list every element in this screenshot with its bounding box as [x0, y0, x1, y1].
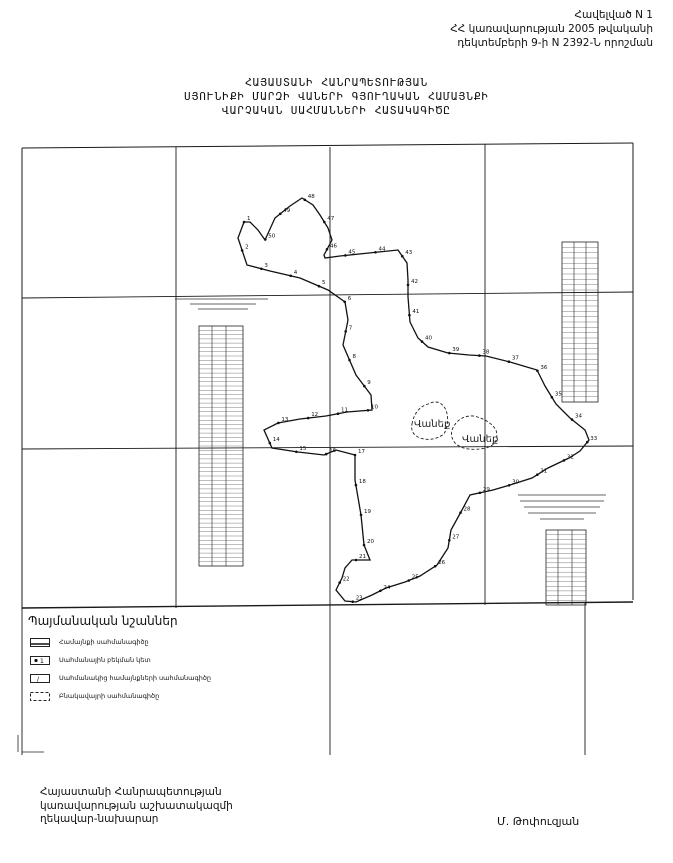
signatory-name: Մ. Թոփուզյան	[497, 815, 580, 828]
boundary-point-label: 33	[590, 436, 598, 443]
boundary-point-label: 44	[378, 246, 386, 253]
legend-symbol-settlement-boundary	[30, 692, 50, 701]
boundary-point	[401, 255, 404, 258]
boundary-point-label: 3	[264, 262, 268, 269]
boundary-point-label: 14	[272, 437, 280, 443]
annex-line-3: դեկտեմբերի 9-ի N 2392-Ն որոշման	[457, 37, 653, 49]
boundary-point-label: 1	[247, 216, 251, 222]
boundary-point-label: 23	[355, 595, 363, 602]
boundary-point-label: 45	[348, 249, 356, 256]
boundary-point-label: 35	[554, 391, 562, 398]
boundary-point	[586, 441, 589, 444]
boundary-point-label: 37	[511, 355, 519, 362]
boundary-point	[348, 359, 351, 362]
boundary-point-label: 2	[245, 244, 249, 251]
boundary-point	[367, 409, 370, 412]
legend-symbol-boundary-point	[30, 656, 50, 665]
boundary-point-label: 11	[341, 407, 348, 414]
boundary-point-label: 20	[367, 539, 374, 545]
boundary-point-label: 9	[367, 380, 371, 387]
boundary-point-label: 10	[371, 404, 378, 411]
legend-title: Պայմանական նշաններ	[28, 614, 178, 628]
boundary-point	[337, 412, 340, 415]
svg-text:1: 1	[40, 657, 44, 665]
boundary-point-label: 12	[311, 412, 319, 419]
boundary-point	[408, 314, 411, 317]
boundary-point-label: 41	[412, 309, 420, 316]
boundary-point-label: 8	[352, 354, 356, 360]
boundary-point	[374, 251, 377, 254]
boundary-point	[338, 581, 341, 584]
boundary-point-label: 7	[348, 325, 353, 332]
boundary-point-label: 17	[358, 449, 365, 455]
boundary-point-label: 50	[268, 233, 276, 240]
boundary-point-label: 18	[358, 479, 366, 486]
legend-label: Սահմանակից համայնքների սահմանագիծը	[59, 674, 212, 682]
legend-label: Սահմանային բեկման կետ	[59, 656, 151, 664]
boundary-point	[343, 301, 346, 304]
boundary-point	[379, 590, 382, 593]
boundary-point	[318, 285, 321, 288]
coordinate-table-left	[199, 326, 243, 566]
boundary-point	[279, 213, 282, 216]
boundary-point	[563, 459, 566, 462]
boundary-point-label: 6	[347, 295, 352, 302]
boundary-point-label: 24	[383, 584, 391, 591]
boundary-point-label: 31	[540, 468, 548, 475]
boundary-point	[478, 354, 481, 357]
coordinate-table-right	[562, 242, 598, 402]
legend-symbol-adjacent-boundary	[30, 674, 50, 683]
signatory-title	[40, 786, 233, 827]
boundary-point	[360, 514, 363, 517]
boundary-point-label: 40	[425, 335, 432, 342]
boundary-point-label: 36	[540, 364, 548, 371]
boundary-point-label: 19	[364, 508, 371, 515]
boundary-point	[264, 238, 267, 241]
boundary-point-label: 32	[566, 454, 574, 461]
title-line-2: ՍՅՈՒՆԻՔԻ ՄԱՐԶԻ ՎԱՆԵՐԻ ԳՅՈՒՂԱԿԱՆ ՀԱՄԱՅՆՔԻ	[184, 90, 489, 103]
annex-line-1: Հավելված N 1	[574, 9, 653, 21]
boundary-point-label: 5	[322, 280, 326, 287]
boundary-point-label: 43	[405, 250, 413, 257]
boundary-point-label: 48	[307, 193, 315, 200]
boundary-point	[277, 422, 280, 425]
signatory-line-2: կառավարության աշխատակազմի	[40, 799, 233, 812]
boundary-point	[355, 484, 358, 487]
boundary-point	[351, 600, 354, 603]
boundary-point	[408, 579, 411, 582]
boundary-point	[363, 544, 366, 547]
boundary-point	[355, 559, 358, 562]
map-frame	[22, 143, 633, 610]
boundary-point-label: 26	[438, 560, 446, 567]
boundary-point	[295, 451, 298, 454]
coordinate-table-left-title	[175, 299, 268, 309]
signatory-line-3: ղեկավար-նախարար	[40, 813, 159, 825]
boundary-point-label: 13	[281, 416, 289, 423]
boundary-point	[307, 417, 310, 420]
boundary-point-label: 27	[452, 534, 460, 541]
legend-item-boundary-point	[30, 652, 151, 668]
legend-item-community-boundary	[30, 634, 149, 650]
signatory-line-1: Հայաստանի Հանրապետության	[40, 786, 222, 798]
boundary-point	[536, 473, 539, 476]
boundary-point-label: 29	[482, 486, 490, 493]
settlement-label: Վանեք	[414, 419, 451, 430]
boundary-point	[421, 340, 424, 343]
boundary-point-label: 15	[299, 445, 307, 452]
boundary-point	[448, 539, 451, 542]
boundary-point	[289, 275, 292, 278]
boundary-point	[363, 385, 366, 388]
title-line-3: ՎԱՐՉԱԿԱՆ ՍԱՀՄԱՆՆԵՐԻ ՀԱՏԱԿԱԳԻԾԸ	[222, 104, 451, 117]
boundary-point-label: 22	[342, 576, 350, 583]
legend-symbol-boundary-line	[30, 638, 50, 647]
legend-label: Համայնքի սահմանագիծը	[59, 638, 149, 646]
boundary-point	[571, 418, 574, 421]
boundary-point	[323, 221, 326, 224]
boundary-point	[407, 284, 410, 287]
boundary-point	[508, 360, 511, 363]
boundary-point-label: 49	[283, 207, 291, 214]
boundary-point-label: 39	[452, 347, 460, 354]
boundary-point-label: 47	[327, 216, 335, 222]
boundary-point	[304, 199, 307, 202]
boundary-point	[459, 511, 462, 514]
boundary-point-label: 46	[330, 243, 337, 250]
boundary-point	[434, 565, 437, 568]
boundary-point-label: 38	[482, 349, 490, 356]
coordinate-table-bottom	[546, 530, 586, 605]
boundary-point	[344, 254, 347, 257]
boundary-point	[260, 268, 263, 271]
boundary-point	[325, 453, 328, 456]
svg-text:/: /	[37, 675, 40, 683]
boundary-point	[344, 330, 347, 333]
boundary-point-label: 34	[575, 413, 582, 420]
boundary-point	[326, 248, 329, 251]
coordinate-table-bottom-title	[518, 495, 606, 519]
boundary-point	[243, 221, 246, 224]
boundary-point	[241, 249, 244, 252]
boundary-point	[479, 492, 482, 495]
boundary-point-label: 25	[411, 574, 419, 581]
annex-line-2: ՀՀ կառավարության 2005 թվականի	[450, 23, 653, 35]
boundary-point	[551, 396, 554, 399]
boundary-point-label: 16	[329, 448, 337, 455]
legend-label: Բնակավայրի սահմանագիծը	[59, 692, 160, 700]
boundary-point	[354, 454, 357, 457]
legend-item-settlement-boundary	[30, 688, 159, 704]
boundary-point-label: 30	[512, 479, 520, 486]
boundary-points	[241, 199, 589, 604]
boundary-point-labels	[245, 194, 598, 602]
boundary-point	[269, 442, 272, 445]
boundary-point-label: 28	[463, 506, 471, 513]
boundary-point-label: 42	[411, 278, 418, 285]
boundary-point-label: 4	[293, 269, 298, 276]
title-line-1: ՀԱՅԱՍՏԱՆԻ ՀԱՆՐԱՊԵՏՈՒԹՅԱՆ	[245, 76, 428, 89]
settlement-label: Վանեք	[462, 434, 499, 445]
boundary-point-label: 21	[359, 554, 366, 560]
community-boundary	[238, 198, 589, 602]
boundary-point	[508, 484, 511, 487]
boundary-point	[536, 370, 539, 373]
boundary-point	[448, 352, 451, 355]
legend-item-adjacent-boundary	[30, 670, 211, 686]
